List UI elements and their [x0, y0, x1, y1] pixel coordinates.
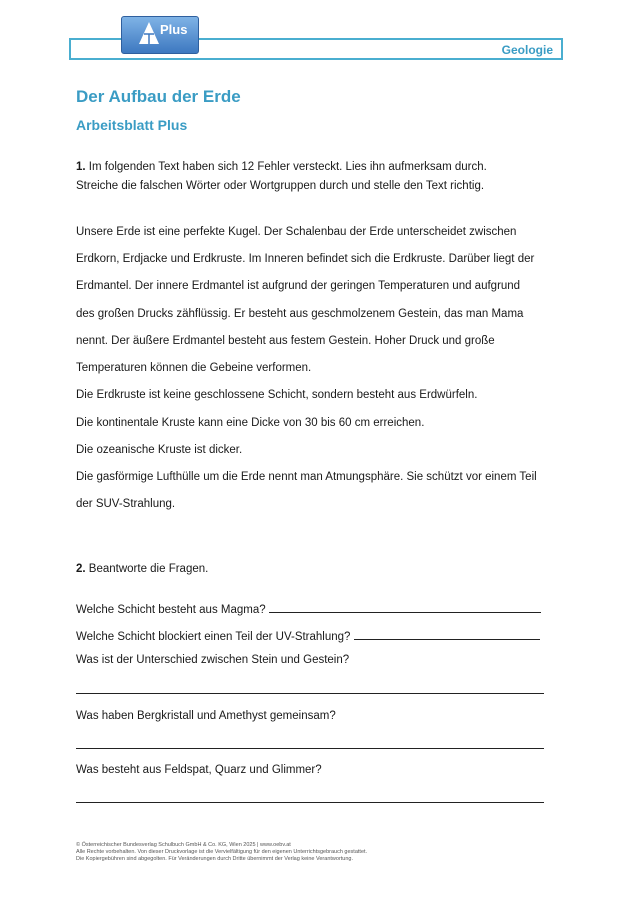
- text-line-8: Die kontinentale Kruste kann eine Dicke von 30 bis 60 cm erreichen.: [76, 417, 425, 429]
- text-line-5: nennt. Der äußere Erdmantel besteht aus festem Gestein. Hoher Druck und große: [76, 335, 495, 347]
- task1-instruction: [76, 158, 487, 196]
- page-title: Der Aufbau der Erde: [76, 87, 241, 106]
- text-line-1: Unsere Erde ist eine perfekte Kugel. Der Schalenbau der Erde unterscheidet zwischen: [76, 226, 517, 238]
- footer-line-1: © Österreichischer Bundesverlag Schulbuch GmbH & Co. KG, Wien 2025 | www.oebv.at: [76, 842, 291, 848]
- question-3: [76, 654, 349, 666]
- triangle-logo-icon: [138, 21, 160, 45]
- task2-number: 2.: [76, 563, 86, 575]
- text-line-4: des großen Drucks zähflüssig. Er besteht aus geschmolzenem Gestein, das man Mama: [76, 308, 524, 320]
- page-subtitle: Arbeitsblatt Plus: [76, 117, 188, 133]
- text-line-10: Die gasförmige Lufthülle um die Erde nennt man Atmungsphäre. Sie schützt vor einem Teil: [76, 471, 537, 483]
- question-3-text: Was ist der Unterschied zwischen Stein und Gestein?: [76, 654, 350, 666]
- text-line-11: der SUV-Strahlung.: [76, 498, 176, 510]
- answer-line-5[interactable]: [76, 802, 544, 803]
- question-1-text: Welche Schicht besteht aus Magma?: [76, 604, 266, 616]
- answer-blank-2[interactable]: [354, 627, 540, 640]
- text-line-9: Die ozeanische Kruste ist dicker.: [76, 444, 243, 456]
- subject-label: Geologie: [501, 43, 553, 57]
- footer-copyright: [76, 842, 367, 863]
- question-1: [76, 600, 541, 616]
- plus-logo: [121, 16, 199, 54]
- question-5-text: Was besteht aus Feldspat, Quarz und Glimmer?: [76, 764, 322, 776]
- question-2: [76, 627, 540, 643]
- answer-blank-1[interactable]: [269, 600, 541, 613]
- footer-line-2: Alle Rechte vorbehalten. Von dieser Druckvorlage ist die Vervielfältigung für den eigenen Unterrichtsgebrauch gestattet.: [76, 849, 368, 855]
- question-5: [76, 764, 322, 776]
- question-4: [76, 710, 336, 722]
- text-line-6: Temperaturen können die Gebeine verformen.: [76, 362, 312, 374]
- task2-text: Beantworte die Fragen.: [88, 563, 209, 575]
- task1-number: 1.: [76, 161, 86, 173]
- text-line-3: Erdmantel. Der innere Erdmantel ist aufgrund der geringen Temperaturen und aufgrund: [76, 280, 521, 292]
- text-line-2: Erdkorn, Erdjacke und Erdkruste. Im Inneren befindet sich die Erdkruste. Darüber liegt der: [76, 253, 535, 265]
- text-line-7: Die Erdkruste ist keine geschlossene Schicht, sondern besteht aus Erdwürfeln.: [76, 389, 478, 401]
- logo-text: Plus: [160, 22, 188, 37]
- task1-line1: Im folgenden Text haben sich 12 Fehler versteckt. Lies ihn aufmerksam durch.: [88, 161, 487, 173]
- task2-instruction: [76, 560, 208, 579]
- task1-line2: Streiche die falschen Wörter oder Wortgruppen durch und stelle den Text richtig.: [76, 180, 485, 192]
- question-2-text: Welche Schicht blockiert einen Teil der UV-Strahlung?: [76, 631, 351, 643]
- question-4-text: Was haben Bergkristall und Amethyst gemeinsam?: [76, 710, 336, 722]
- footer-line-3: Die Kopiergebühren sind abgegolten. Für Veränderungen durch Dritte übernimmt der Verlag keine Verantwortung.: [76, 856, 354, 862]
- answer-line-3[interactable]: [76, 693, 544, 694]
- answer-line-4[interactable]: [76, 748, 544, 749]
